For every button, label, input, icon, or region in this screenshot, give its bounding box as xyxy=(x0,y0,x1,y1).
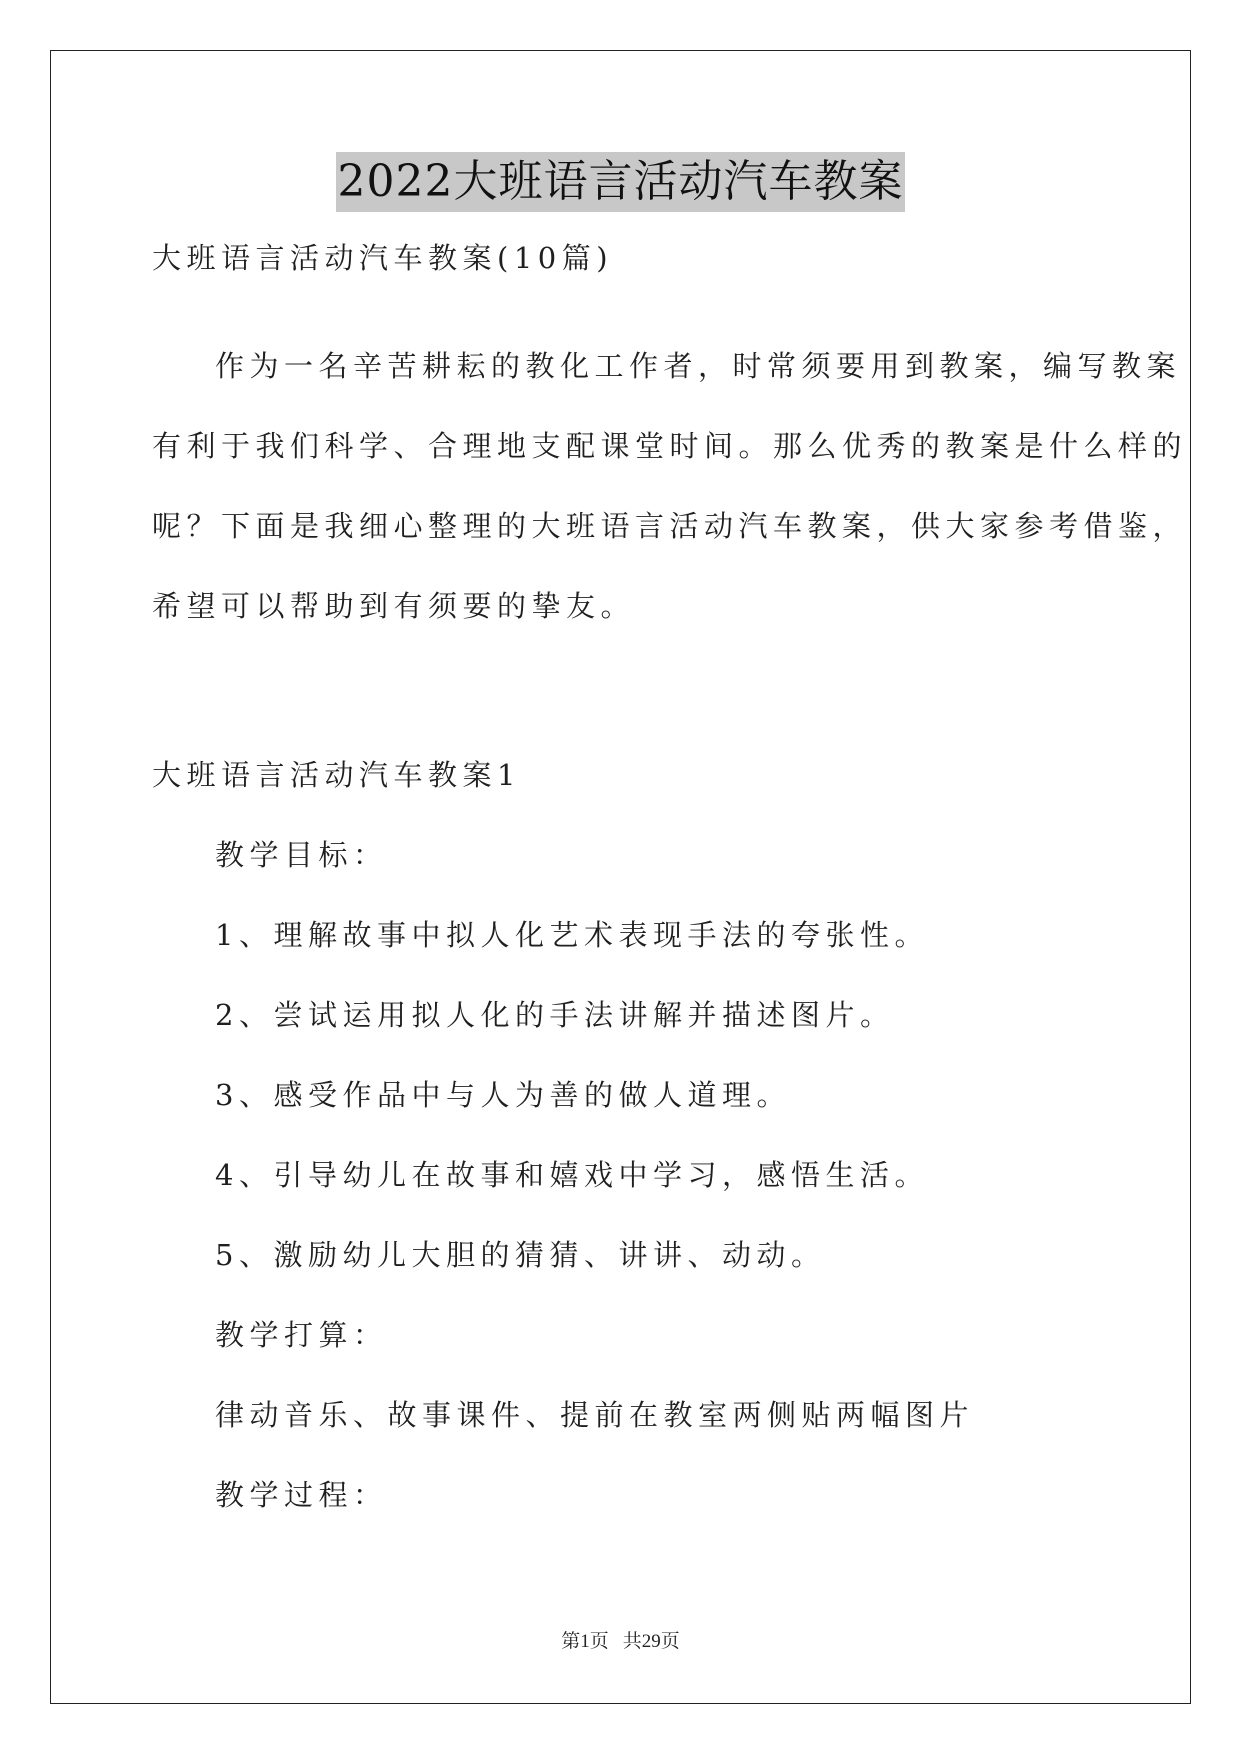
process-heading: 教学过程： xyxy=(215,1478,388,1512)
page-number: 第1页 xyxy=(561,1631,609,1652)
title-container xyxy=(0,152,1241,212)
goal-item: 5、激励幼儿大胆的猜猜、讲讲、动动。 xyxy=(215,1238,826,1272)
page-border xyxy=(50,50,1191,1704)
goal-item: 1、理解故事中拟人化艺术表现手法的夸张性。 xyxy=(215,918,929,952)
goal-item: 3、感受作品中与人为善的做人道理。 xyxy=(215,1078,791,1112)
document-subtitle: 大班语言活动汽车教案(10篇) xyxy=(152,241,614,275)
goals-heading: 教学目标： xyxy=(215,838,388,872)
goal-item: 2、尝试运用拟人化的手法讲解并描述图片。 xyxy=(215,998,895,1032)
intro-line-2: 有利于我们科学、合理地支配课堂时间。那么优秀的教案是什么样的 xyxy=(152,429,1188,463)
intro-line-1: 作为一名辛苦耕耘的教化工作者，时常须要用到教案，编写教案 xyxy=(215,349,1182,383)
section-heading: 大班语言活动汽车教案1 xyxy=(152,758,521,792)
page-total: 共29页 xyxy=(622,1631,680,1652)
prep-text: 律动音乐、故事课件、提前在教室两侧贴两幅图片 xyxy=(215,1398,975,1432)
page-footer xyxy=(0,1630,1241,1654)
prep-heading: 教学打算： xyxy=(215,1318,388,1352)
goal-item: 4、引导幼儿在故事和嬉戏中学习，感悟生活。 xyxy=(215,1158,929,1192)
document-title: 2022大班语言活动汽车教案 xyxy=(336,152,906,212)
intro-line-4: 希望可以帮助到有须要的挚友。 xyxy=(152,589,636,623)
intro-line-3: 呢？下面是我细心整理的大班语言活动汽车教案，供大家参考借鉴， xyxy=(152,509,1188,543)
